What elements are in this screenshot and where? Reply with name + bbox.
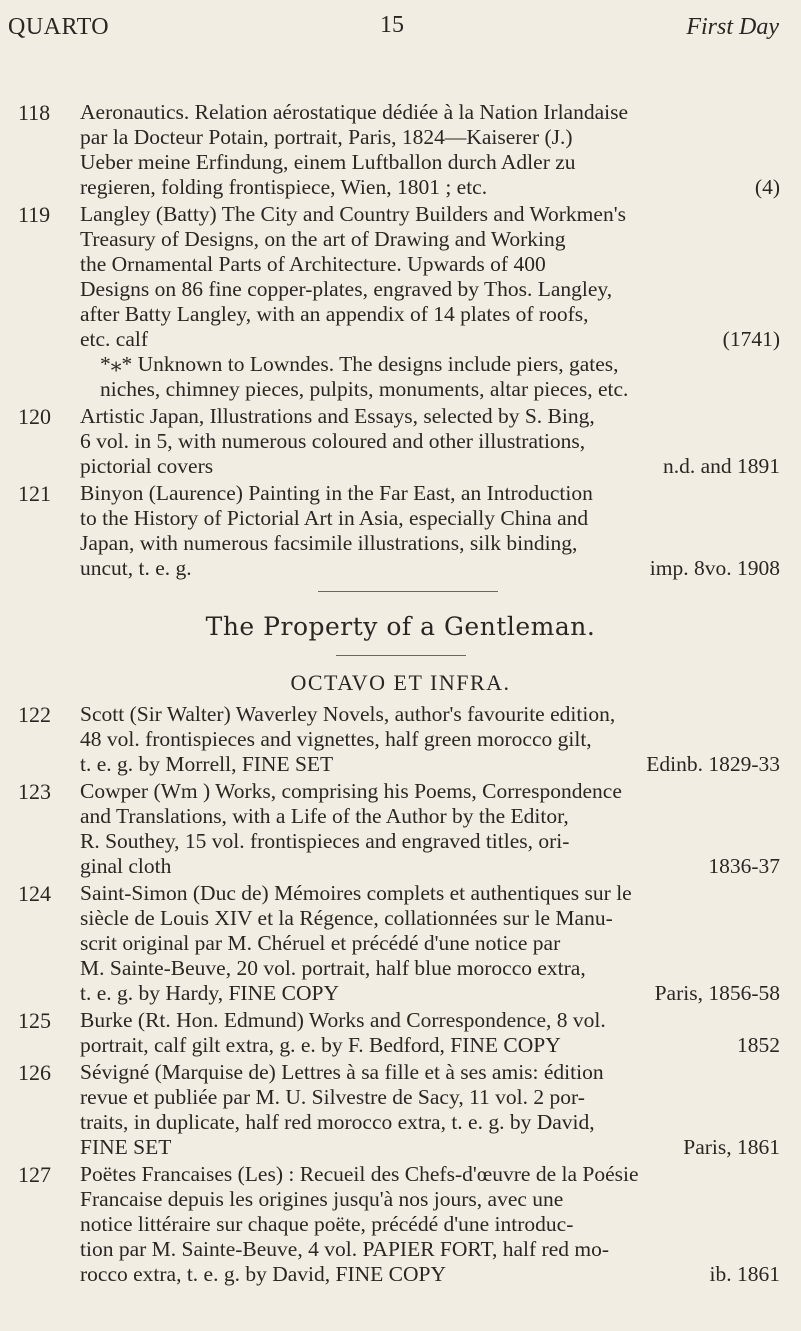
lot-number: 122 [18, 702, 51, 727]
lot-description [80, 702, 780, 777]
lot-last-line [80, 1033, 780, 1058]
lot-binding-text: t. e. g. by Hardy, FINE COPY [80, 981, 339, 1005]
lot-binding-text: etc. calf [80, 327, 149, 351]
lot-date-or-count: Paris, 1856-58 [654, 981, 780, 1005]
sale-day-label: First Day [686, 14, 779, 40]
lot-last-line [80, 981, 780, 1006]
format-label: QUARTO [8, 14, 110, 40]
lot-line: tion par M. Sainte-Beuve, 4 vol. PAPIER FORT, half red mo- [80, 1237, 609, 1261]
lot-date-or-count: ib. 1861 [709, 1262, 780, 1286]
lot-line: Treasury of Designs, on the art of Drawing and Working [80, 227, 566, 251]
lot-date-or-count: n.d. and 1891 [662, 454, 780, 478]
lot-last-line [80, 1135, 780, 1160]
lot-line: Scott (Sir Walter) Waverley Novels, author's favourite edition, [80, 702, 616, 726]
lot-note [80, 352, 780, 402]
lot-number: 119 [18, 202, 51, 227]
lot-binding-text: regieren, folding frontispiece, Wien, 1801 ; etc. [80, 175, 488, 199]
lot-description [80, 779, 780, 879]
lot-last-line [80, 327, 780, 352]
lot-last-line [80, 854, 780, 879]
lot-line: 6 vol. in 5, with numerous coloured and other illustrations, [80, 429, 586, 453]
lot-line: Artistic Japan, Illustrations and Essays, selected by S. Bing, [80, 404, 595, 428]
lot-binding-text: ginal cloth [80, 854, 172, 878]
lot-line: Japan, with numerous facsimile illustrations, silk binding, [80, 531, 578, 555]
lot-line: Burke (Rt. Hon. Edmund) Works and Correspondence, 8 vol. [80, 1008, 606, 1032]
lot-line: Cowper (Wm ) Works, comprising his Poems, Correspondence [80, 779, 622, 803]
lot-entry [0, 404, 801, 479]
lot-entry [0, 702, 801, 777]
lot-last-line [80, 1262, 780, 1287]
lot-date-or-count: 1852 [737, 1033, 780, 1057]
lot-line: Designs on 86 fine copper-plates, engraved by Thos. Langley, [80, 277, 613, 301]
lot-line: Aeronautics. Relation aérostatique dédiée à la Nation Irlandaise [80, 100, 629, 124]
lot-description [80, 100, 780, 200]
lot-date-or-count: 1836-37 [708, 854, 780, 878]
lot-date-or-count: (4) [754, 175, 780, 199]
lot-entry [0, 481, 801, 581]
lot-line: the Ornamental Parts of Architecture. Upwards of 400 [80, 252, 546, 276]
lot-line: R. Southey, 15 vol. frontispieces and engraved titles, ori- [80, 829, 570, 853]
lot-binding-text: uncut, t. e. g. [80, 556, 192, 580]
lot-line: Binyon (Laurence) Painting in the Far East, an Introduction [80, 481, 593, 505]
lot-note-line: niches, chimney pieces, pulpits, monuments, altar pieces, etc. [100, 377, 629, 401]
lot-line: siècle de Louis XIV et la Régence, collationnées sur le Manu- [80, 906, 613, 930]
lot-entry [0, 1060, 801, 1160]
lot-line: M. Sainte-Beuve, 20 vol. portrait, half blue morocco extra, [80, 956, 586, 980]
lot-binding-text: rocco extra, t. e. g. by David, FINE COPY [80, 1262, 447, 1286]
lot-number: 124 [18, 881, 51, 906]
section-subheading: OCTAVO ET INFRA. [290, 670, 511, 695]
lot-description [80, 881, 780, 1006]
lot-description [80, 404, 780, 479]
lot-description [80, 202, 780, 352]
lot-line: Langley (Batty) The City and Country Builders and Workmen's [80, 202, 626, 226]
lot-number: 121 [18, 481, 51, 506]
lot-entry [0, 1008, 801, 1058]
lot-description [80, 481, 780, 581]
lot-entry [0, 779, 801, 879]
lot-date-or-count: imp. 8vo. 1908 [649, 556, 780, 580]
lot-group-top [0, 100, 801, 581]
lot-number: 125 [18, 1008, 51, 1033]
lot-number: 127 [18, 1162, 51, 1187]
lot-line: Ueber meine Erfindung, einem Luftballon durch Adler zu [80, 150, 576, 174]
lot-last-line [80, 752, 780, 777]
lot-line: Sévigné (Marquise de) Lettres à sa fille et à ses amis: édition [80, 1060, 604, 1084]
lot-description [80, 1162, 780, 1287]
lot-last-line [80, 175, 780, 200]
lot-entry [0, 100, 801, 200]
lot-line: notice littéraire sur chaque poëte, précédé d'une introduc- [80, 1212, 574, 1236]
lot-line: Saint-Simon (Duc de) Mémoires complets et authentiques sur le [80, 881, 632, 905]
lot-line: traits, in duplicate, half red morocco extra, t. e. g. by David, [80, 1110, 595, 1134]
lot-line: 48 vol. frontispieces and vignettes, half green morocco gilt, [80, 727, 592, 751]
lot-number: 118 [18, 100, 51, 125]
lot-list [0, 100, 801, 1289]
lot-entry [0, 1162, 801, 1287]
lot-last-line [80, 556, 780, 581]
page-number: 15 [380, 12, 404, 38]
section-heading: The Property of a Gentleman. [205, 612, 596, 641]
lot-binding-text: pictorial covers [80, 454, 214, 478]
lot-line: Poëtes Francaises (Les) : Recueil des Chefs-d'œuvre de la Poésie [80, 1162, 639, 1186]
lot-description [80, 1008, 780, 1058]
lot-description [80, 1060, 780, 1160]
lot-binding-text: t. e. g. by Morrell, FINE SET [80, 752, 334, 776]
lot-date-or-count: Edinb. 1829-33 [646, 752, 780, 776]
page-header [0, 6, 801, 46]
section-divider [318, 591, 498, 592]
lot-note-line: *⁎* Unknown to Lowndes. The designs include piers, gates, [100, 352, 619, 376]
lot-line: par la Docteur Potain, portrait, Paris, 1824—Kaiserer (J.) [80, 125, 573, 149]
lot-group-bottom [0, 702, 801, 1287]
lot-binding-text: portrait, calf gilt extra, g. e. by F. Bedford, FINE COPY [80, 1033, 561, 1057]
lot-line: Francaise depuis les origines jusqu'à nos jours, avec une [80, 1187, 564, 1211]
lot-line: after Batty Langley, with an appendix of 14 plates of roofs, [80, 302, 589, 326]
section-rule [336, 655, 466, 656]
lot-number: 120 [18, 404, 51, 429]
lot-number: 123 [18, 779, 51, 804]
lot-number: 126 [18, 1060, 51, 1085]
lot-date-or-count: (1741) [722, 327, 780, 351]
lot-line: scrit original par M. Chéruel et précédé d'une notice par [80, 931, 561, 955]
lot-date-or-count: Paris, 1861 [683, 1135, 780, 1159]
lot-binding-text: FINE SET [80, 1135, 172, 1159]
lot-last-line [80, 454, 780, 479]
lot-entry [0, 202, 801, 402]
lot-line: to the History of Pictorial Art in Asia, especially China and [80, 506, 589, 530]
lot-line: revue et publiée par M. U. Silvestre de Sacy, 11 vol. 2 por- [80, 1085, 585, 1109]
lot-line: and Translations, with a Life of the Author by the Editor, [80, 804, 569, 828]
lot-entry [0, 881, 801, 1006]
